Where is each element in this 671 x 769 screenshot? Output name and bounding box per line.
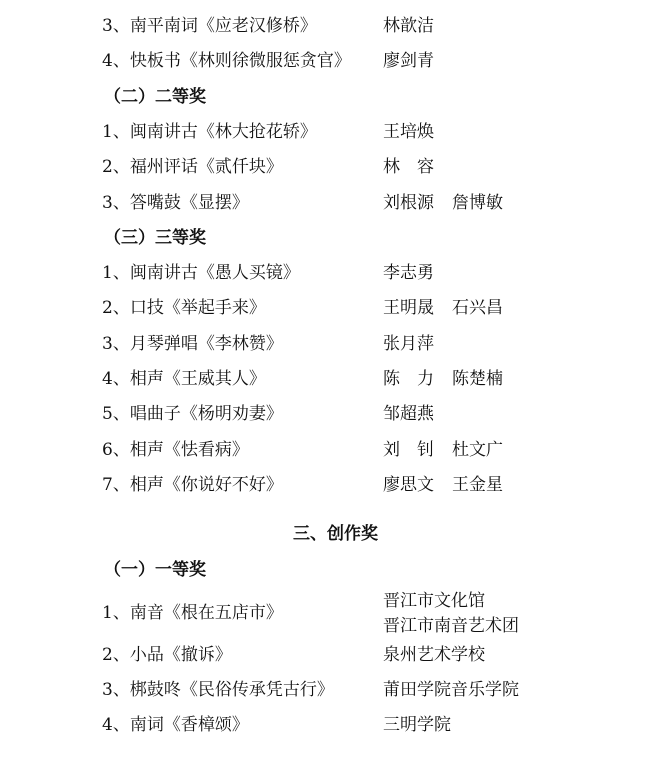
section-title-creation-award: 三、创作奖 — [293, 524, 378, 544]
entry-title: 5、唱曲子《杨明劝妻》 — [102, 404, 283, 424]
entry-unit: 晋江市文化馆 — [383, 591, 485, 611]
entry-performer: 刘 钊 杜文广 — [383, 440, 503, 460]
heading-third-prize: （三）三等奖 — [104, 228, 206, 248]
entry-performer: 林 容 — [383, 157, 434, 177]
entry-title: 3、答嘴鼓《显摆》 — [102, 193, 249, 213]
entry-performer: 王明晟 石兴昌 — [383, 298, 503, 318]
entry-performer: 王培焕 — [383, 122, 434, 142]
entry-performer: 陈 力 陈楚楠 — [383, 369, 503, 389]
entry-title: 1、南音《根在五店市》 — [102, 603, 283, 623]
entry-unit: 晋江市南音艺术团 — [383, 616, 519, 636]
entry-performer: 廖思文 王金星 — [383, 475, 503, 495]
entry-performer: 刘根源 詹博敏 — [383, 193, 503, 213]
entry-performer: 张月萍 — [383, 334, 434, 354]
heading-first-prize: （一）一等奖 — [104, 560, 206, 580]
entry-title: 4、快板书《林则徐微服惩贪官》 — [102, 51, 351, 71]
entry-title: 4、南词《香樟颂》 — [102, 715, 249, 735]
entry-performer: 邹超燕 — [383, 404, 434, 424]
entry-title: 3、梆鼓咚《民俗传承凭古行》 — [102, 680, 334, 700]
heading-second-prize: （二）二等奖 — [104, 87, 206, 107]
entry-unit: 三明学院 — [383, 715, 451, 735]
entry-title: 6、相声《怯看病》 — [102, 440, 249, 460]
entry-title: 3、南平南词《应老汉修桥》 — [102, 16, 317, 36]
entry-unit: 泉州艺术学校 — [383, 645, 485, 665]
entry-title: 7、相声《你说好不好》 — [102, 475, 283, 495]
entry-performer: 林歆洁 — [383, 16, 434, 36]
entry-title: 1、闽南讲古《林大抢花轿》 — [102, 122, 317, 142]
entry-performer: 廖剑青 — [383, 51, 434, 71]
entry-unit: 莆田学院音乐学院 — [383, 680, 519, 700]
entry-performer: 李志勇 — [383, 263, 434, 283]
entry-title: 3、月琴弹唱《李林赞》 — [102, 334, 283, 354]
entry-title: 2、福州评话《贰仟块》 — [102, 157, 283, 177]
entry-title: 4、相声《王威其人》 — [102, 369, 266, 389]
entry-title: 2、小品《撤诉》 — [102, 645, 232, 665]
entry-title: 2、口技《举起手来》 — [102, 298, 266, 318]
entry-title: 1、闽南讲古《愚人买镜》 — [102, 263, 300, 283]
